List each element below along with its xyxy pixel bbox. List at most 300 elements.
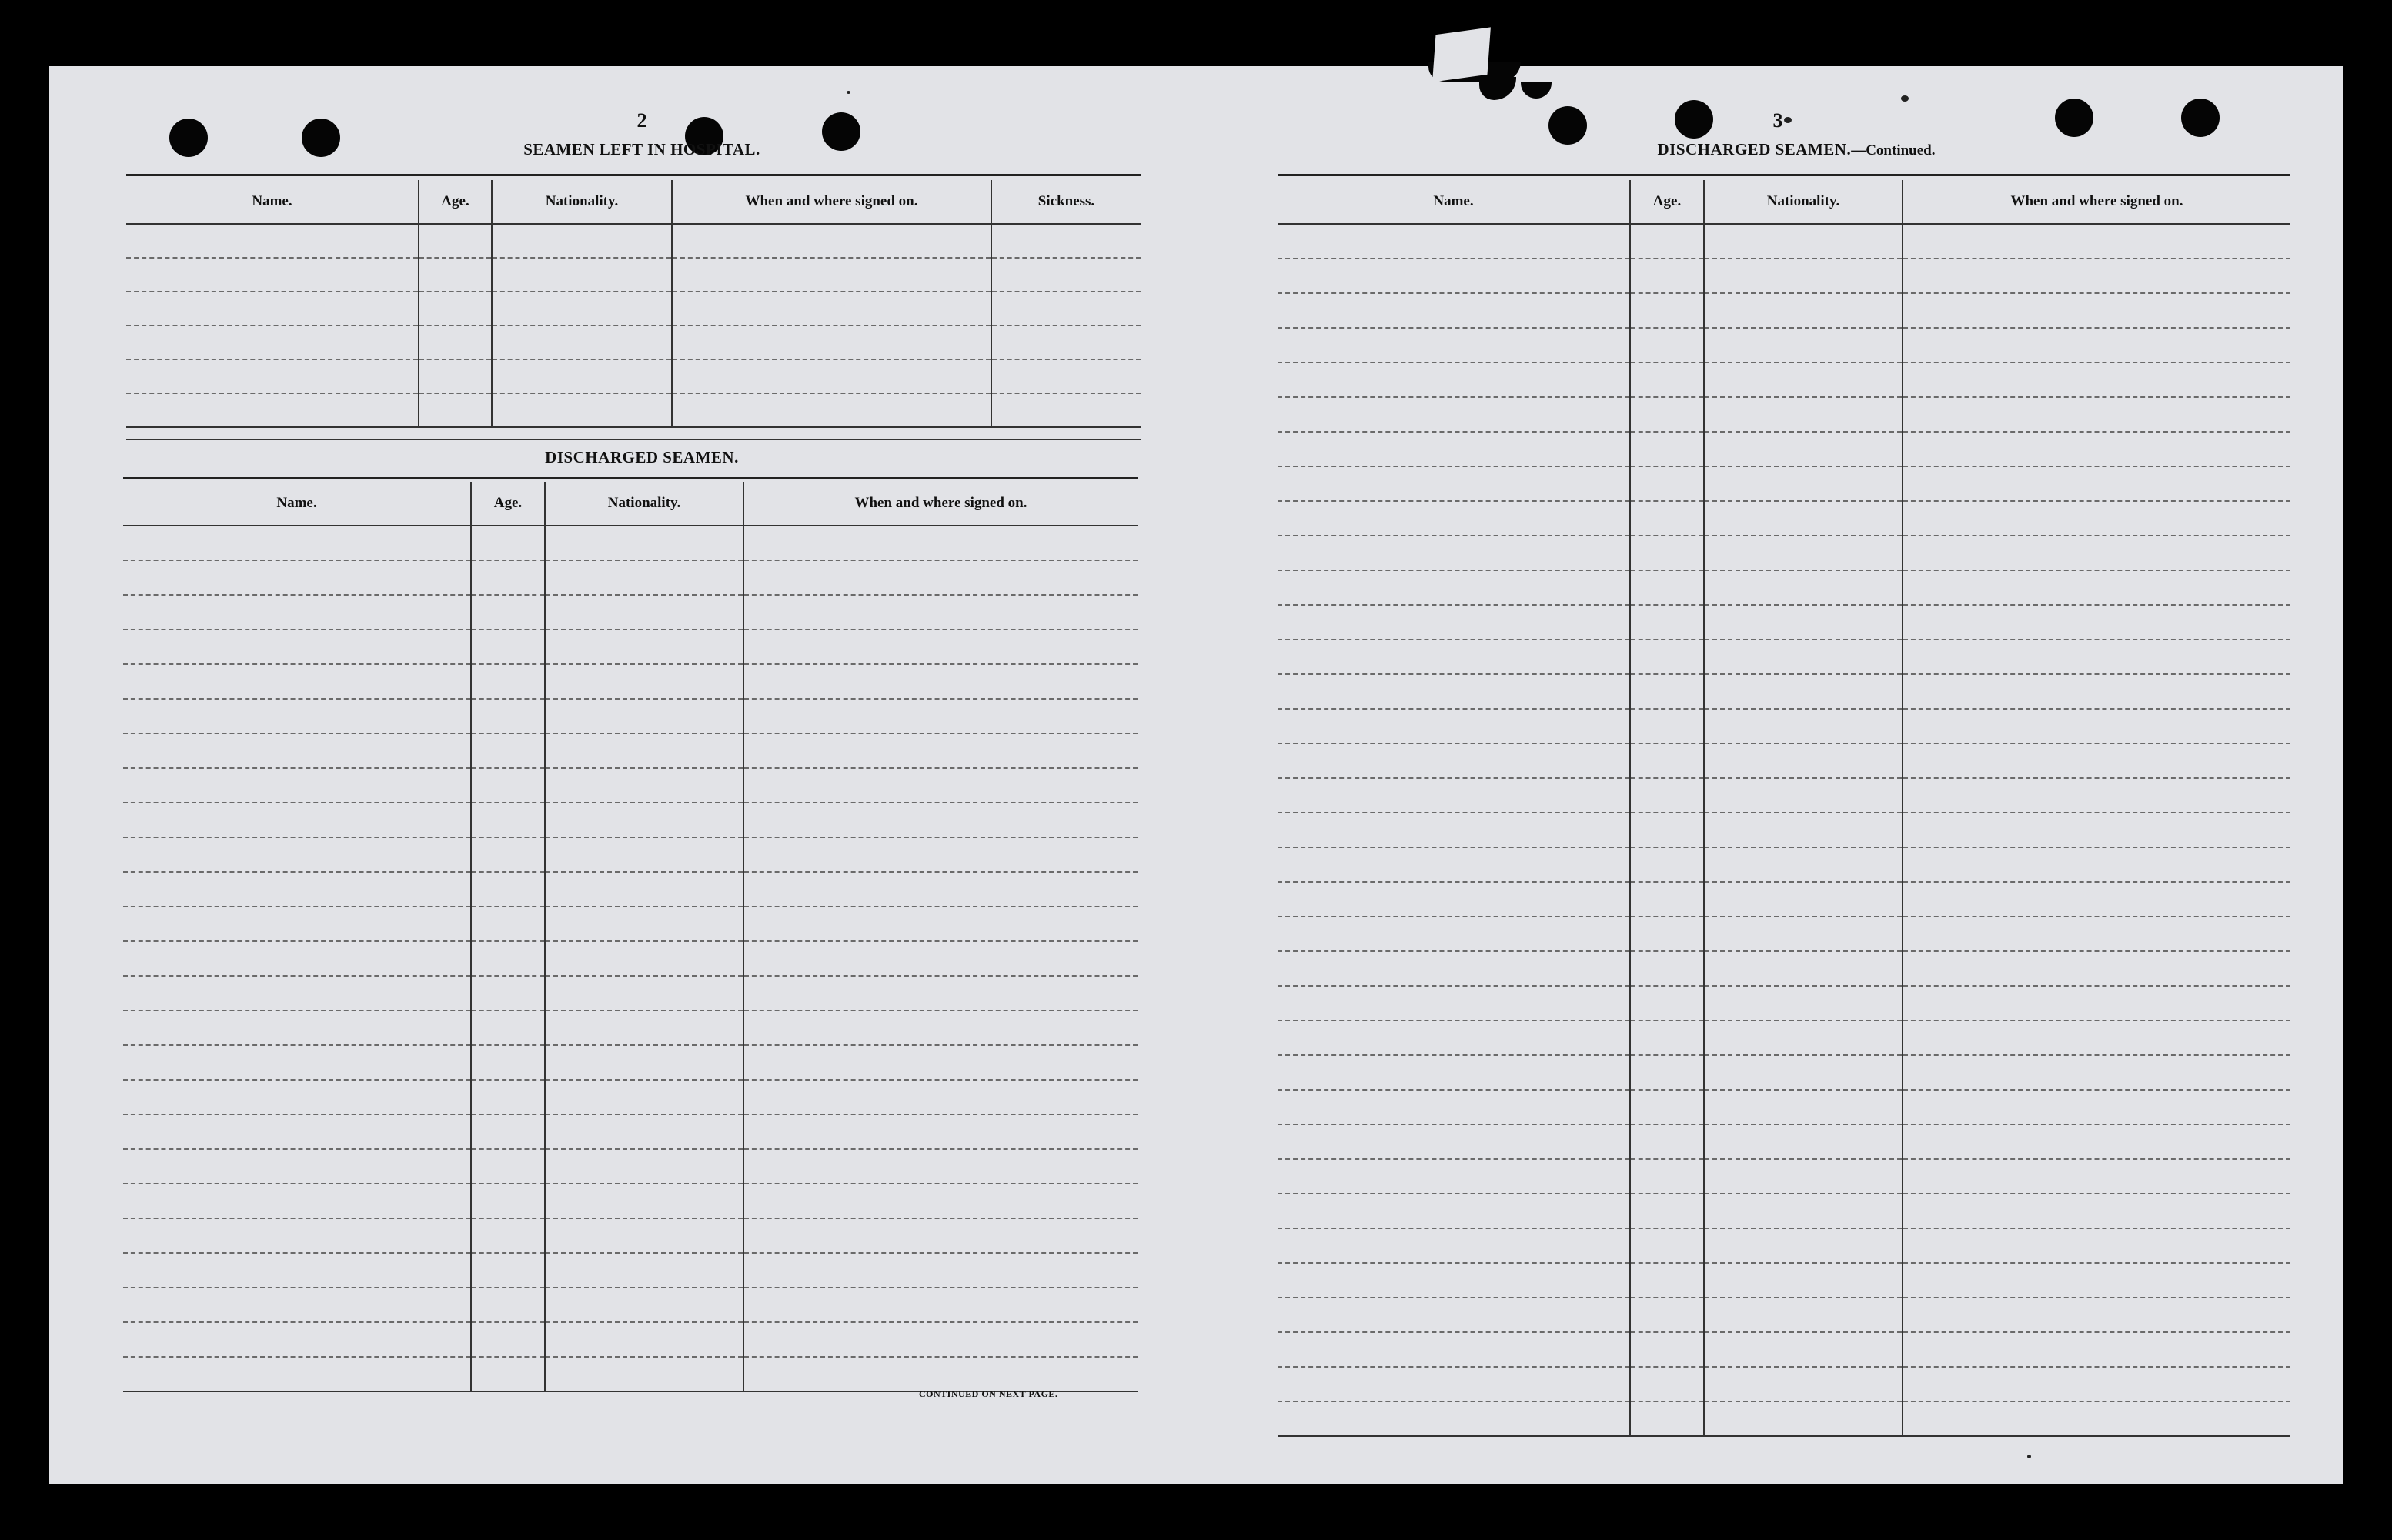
table-cell[interactable] (1704, 1090, 1903, 1124)
table-cell[interactable] (545, 1149, 743, 1184)
table-cell[interactable] (1278, 1401, 1630, 1436)
table-cell[interactable] (545, 526, 743, 560)
table-cell[interactable] (123, 1045, 471, 1080)
table-cell[interactable] (743, 1218, 1138, 1253)
table-cell[interactable] (1630, 224, 1704, 259)
table-cell[interactable] (1903, 951, 2290, 986)
table-cell[interactable] (1630, 917, 1704, 951)
table-cell[interactable] (1903, 1194, 2290, 1228)
table-cell[interactable] (743, 1357, 1138, 1391)
column-header-age: Age. (419, 180, 492, 224)
table-row (123, 1357, 1138, 1391)
table-cell[interactable] (1704, 259, 1903, 293)
table-cell[interactable] (1903, 224, 2290, 259)
table-cell[interactable] (123, 630, 471, 664)
table-cell[interactable] (471, 699, 545, 733)
table-cell[interactable] (1704, 570, 1903, 605)
table-cell[interactable] (1903, 917, 2290, 951)
table-cell[interactable] (1630, 1021, 1704, 1055)
table-cell[interactable] (1903, 1332, 2290, 1367)
table-cell[interactable] (1630, 259, 1704, 293)
table-cell[interactable] (1278, 743, 1630, 778)
table-cell[interactable] (743, 1184, 1138, 1218)
table-cell[interactable] (1903, 432, 2290, 466)
table-cell[interactable] (1704, 501, 1903, 536)
table-cell[interactable] (1903, 605, 2290, 640)
table-row (123, 941, 1138, 976)
table-cell[interactable] (545, 976, 743, 1011)
table-cell[interactable] (545, 1253, 743, 1288)
table-cell[interactable] (1903, 847, 2290, 882)
table-cell[interactable] (471, 1080, 545, 1114)
table-cell[interactable] (1630, 362, 1704, 397)
table-cell[interactable] (1630, 743, 1704, 778)
table-cell[interactable] (743, 664, 1138, 699)
table-row (1278, 1090, 2290, 1124)
table-cell[interactable] (1903, 1055, 2290, 1090)
table-cell[interactable] (1278, 259, 1630, 293)
table-cell[interactable] (1630, 1159, 1704, 1194)
table-cell[interactable] (1704, 1194, 1903, 1228)
table-cell[interactable] (1278, 328, 1630, 362)
table-cell[interactable] (743, 595, 1138, 630)
table-cell[interactable] (743, 733, 1138, 768)
table-cell[interactable] (1903, 501, 2290, 536)
table-cell[interactable] (471, 1114, 545, 1149)
table-cell[interactable] (1903, 1401, 2290, 1436)
table-cell[interactable] (123, 699, 471, 733)
table-cell[interactable] (545, 733, 743, 768)
table-cell[interactable] (471, 595, 545, 630)
table-cell[interactable] (1704, 743, 1903, 778)
table-cell[interactable] (419, 359, 492, 393)
table-cell[interactable] (1704, 778, 1903, 813)
punch-hole (302, 119, 340, 157)
hospital-table (126, 180, 1141, 428)
table-cell[interactable] (1704, 986, 1903, 1021)
table-cell[interactable] (1903, 1298, 2290, 1332)
table-cell[interactable] (1704, 1124, 1903, 1159)
table-cell[interactable] (123, 1184, 471, 1218)
table-cell[interactable] (743, 941, 1138, 976)
table-row (126, 224, 1141, 258)
table-cell[interactable] (672, 359, 991, 393)
table-cell[interactable] (1903, 362, 2290, 397)
table-cell[interactable] (1903, 778, 2290, 813)
table-cell[interactable] (545, 1288, 743, 1322)
table-row (123, 1149, 1138, 1184)
table-cell[interactable] (991, 359, 1141, 393)
table-cell[interactable] (743, 1080, 1138, 1114)
table-cell[interactable] (1903, 1124, 2290, 1159)
column-header-signed-on: When and where signed on. (672, 180, 991, 224)
table-cell[interactable] (1903, 570, 2290, 605)
table-cell[interactable] (1903, 397, 2290, 432)
table-cell[interactable] (1903, 259, 2290, 293)
table-cell[interactable] (672, 326, 991, 359)
table-cell[interactable] (1278, 674, 1630, 709)
table-cell[interactable] (419, 326, 492, 359)
table-cell[interactable] (471, 768, 545, 803)
top-rule-left (126, 174, 1141, 176)
table-cell[interactable] (1704, 1159, 1903, 1194)
table-cell[interactable] (743, 1114, 1138, 1149)
table-cell[interactable] (471, 630, 545, 664)
table-cell[interactable] (123, 733, 471, 768)
table-row (1278, 1194, 2290, 1228)
table-cell[interactable] (1903, 1263, 2290, 1298)
table-cell[interactable] (1704, 397, 1903, 432)
table-cell[interactable] (1278, 1090, 1630, 1124)
table-cell[interactable] (1903, 1367, 2290, 1401)
table-cell[interactable] (743, 1045, 1138, 1080)
table-cell[interactable] (1278, 1263, 1630, 1298)
table-cell[interactable] (545, 907, 743, 941)
table-cell[interactable] (1704, 917, 1903, 951)
table-row (1278, 466, 2290, 501)
discharged-table-left (123, 482, 1138, 1392)
table-cell[interactable] (419, 258, 492, 292)
table-cell[interactable] (1278, 951, 1630, 986)
table-cell[interactable] (1903, 1021, 2290, 1055)
table-cell[interactable] (743, 872, 1138, 907)
table-cell[interactable] (1278, 293, 1630, 328)
table-cell[interactable] (492, 224, 672, 258)
table-cell[interactable] (471, 837, 545, 872)
table-cell[interactable] (1704, 362, 1903, 397)
table-cell[interactable] (1630, 847, 1704, 882)
table-cell[interactable] (1630, 1090, 1704, 1124)
table-cell[interactable] (123, 595, 471, 630)
table-cell[interactable] (991, 326, 1141, 359)
table-cell[interactable] (1704, 1228, 1903, 1263)
table-cell[interactable] (1704, 1367, 1903, 1401)
table-cell[interactable] (1704, 293, 1903, 328)
table-cell[interactable] (1278, 640, 1630, 674)
table-cell[interactable] (126, 258, 419, 292)
table-cell[interactable] (1704, 1263, 1903, 1298)
table-cell[interactable] (492, 359, 672, 393)
table-row (1278, 570, 2290, 605)
table-cell[interactable] (1630, 1263, 1704, 1298)
table-cell[interactable] (991, 393, 1141, 427)
table-cell[interactable] (1278, 1228, 1630, 1263)
table-cell[interactable] (743, 699, 1138, 733)
table-cell[interactable] (545, 1045, 743, 1080)
table-cell[interactable] (1630, 432, 1704, 466)
table-cell[interactable] (1278, 466, 1630, 501)
table-cell[interactable] (123, 976, 471, 1011)
table-cell[interactable] (743, 1149, 1138, 1184)
table-cell[interactable] (1903, 1090, 2290, 1124)
table-cell[interactable] (123, 560, 471, 595)
table-cell[interactable] (471, 1253, 545, 1288)
table-row (126, 292, 1141, 326)
table-row (126, 393, 1141, 427)
table-cell[interactable] (1704, 536, 1903, 570)
table-cell[interactable] (1278, 1332, 1630, 1367)
table-cell[interactable] (743, 526, 1138, 560)
table-cell[interactable] (471, 907, 545, 941)
table-cell[interactable] (126, 292, 419, 326)
table-row (123, 1322, 1138, 1357)
table-cell[interactable] (1278, 882, 1630, 917)
table-cell[interactable] (123, 1114, 471, 1149)
table-cell[interactable] (991, 224, 1141, 258)
table-cell[interactable] (743, 907, 1138, 941)
table-cell[interactable] (1704, 674, 1903, 709)
table-cell[interactable] (471, 560, 545, 595)
table-cell[interactable] (545, 1114, 743, 1149)
table-cell[interactable] (1630, 570, 1704, 605)
table-cell[interactable] (1278, 397, 1630, 432)
table-cell[interactable] (471, 1045, 545, 1080)
table-cell[interactable] (1630, 882, 1704, 917)
table-cell[interactable] (1278, 1194, 1630, 1228)
table-cell[interactable] (1903, 986, 2290, 1021)
table-cell[interactable] (545, 1357, 743, 1391)
table-cell[interactable] (1278, 709, 1630, 743)
table-cell[interactable] (123, 1357, 471, 1391)
table-row (1278, 1298, 2290, 1332)
table-cell[interactable] (419, 292, 492, 326)
table-row (1278, 1401, 2290, 1436)
table-cell[interactable] (1704, 1021, 1903, 1055)
table-cell[interactable] (545, 699, 743, 733)
table-cell[interactable] (545, 1184, 743, 1218)
table-cell[interactable] (1704, 951, 1903, 986)
table-cell[interactable] (471, 1288, 545, 1322)
table-cell[interactable] (1704, 328, 1903, 362)
table-cell[interactable] (991, 258, 1141, 292)
table-cell[interactable] (1278, 813, 1630, 847)
table-cell[interactable] (1278, 501, 1630, 536)
hospital-table-header (126, 180, 1141, 224)
table-cell[interactable] (1704, 432, 1903, 466)
table-cell[interactable] (1278, 917, 1630, 951)
table-cell[interactable] (1903, 743, 2290, 778)
table-cell[interactable] (1630, 501, 1704, 536)
table-cell[interactable] (123, 803, 471, 837)
table-cell[interactable] (1278, 432, 1630, 466)
table-cell[interactable] (1278, 847, 1630, 882)
table-cell[interactable] (1630, 1401, 1704, 1436)
table-cell[interactable] (545, 1322, 743, 1357)
table-cell[interactable] (1630, 813, 1704, 847)
table-cell[interactable] (123, 837, 471, 872)
table-cell[interactable] (1704, 847, 1903, 882)
table-cell[interactable] (1903, 466, 2290, 501)
table-cell[interactable] (1630, 605, 1704, 640)
table-cell[interactable] (1278, 986, 1630, 1021)
table-cell[interactable] (123, 768, 471, 803)
table-cell[interactable] (1903, 536, 2290, 570)
table-cell[interactable] (743, 837, 1138, 872)
table-cell[interactable] (1630, 1124, 1704, 1159)
table-cell[interactable] (1278, 1367, 1630, 1401)
table-cell[interactable] (123, 664, 471, 699)
table-cell[interactable] (1630, 536, 1704, 570)
table-cell[interactable] (123, 1322, 471, 1357)
table-cell[interactable] (1278, 570, 1630, 605)
table-cell[interactable] (1704, 1055, 1903, 1090)
page-number-right: 3 (1772, 109, 1783, 132)
table-cell[interactable] (471, 1357, 545, 1391)
table-cell[interactable] (1630, 986, 1704, 1021)
table-cell[interactable] (123, 1253, 471, 1288)
table-cell[interactable] (1278, 1055, 1630, 1090)
table-cell[interactable] (1630, 397, 1704, 432)
table-cell[interactable] (1704, 813, 1903, 847)
table-cell[interactable] (545, 630, 743, 664)
table-cell[interactable] (126, 359, 419, 393)
table-cell[interactable] (1630, 1228, 1704, 1263)
table-cell[interactable] (123, 941, 471, 976)
table-cell[interactable] (1704, 882, 1903, 917)
table-cell[interactable] (1278, 1124, 1630, 1159)
table-cell[interactable] (672, 292, 991, 326)
table-cell[interactable] (419, 224, 492, 258)
table-cell[interactable] (1278, 605, 1630, 640)
table-cell[interactable] (743, 1288, 1138, 1322)
table-cell[interactable] (1903, 882, 2290, 917)
table-cell[interactable] (1903, 709, 2290, 743)
table-cell[interactable] (1278, 536, 1630, 570)
table-cell[interactable] (1704, 709, 1903, 743)
table-cell[interactable] (672, 258, 991, 292)
table-cell[interactable] (545, 768, 743, 803)
table-cell[interactable] (1903, 640, 2290, 674)
table-cell[interactable] (123, 1149, 471, 1184)
table-cell[interactable] (492, 292, 672, 326)
table-cell[interactable] (545, 1080, 743, 1114)
table-cell[interactable] (471, 664, 545, 699)
table-cell[interactable] (672, 224, 991, 258)
table-cell[interactable] (126, 326, 419, 359)
table-cell[interactable] (1278, 224, 1630, 259)
table-cell[interactable] (1903, 293, 2290, 328)
table-cell[interactable] (545, 941, 743, 976)
table-cell[interactable] (743, 1253, 1138, 1288)
table-cell[interactable] (1704, 224, 1903, 259)
column-header-signed-on: When and where signed on. (1903, 180, 2290, 224)
table-cell[interactable] (471, 941, 545, 976)
table-cell[interactable] (123, 1080, 471, 1114)
table-cell[interactable] (545, 837, 743, 872)
table-row (123, 1288, 1138, 1322)
table-cell[interactable] (1630, 951, 1704, 986)
table-cell[interactable] (743, 803, 1138, 837)
table-cell[interactable] (545, 872, 743, 907)
table-cell[interactable] (1630, 640, 1704, 674)
table-cell[interactable] (545, 1218, 743, 1253)
punch-hole (169, 119, 208, 157)
table-cell[interactable] (1630, 1055, 1704, 1090)
table-cell[interactable] (471, 1322, 545, 1357)
table-cell[interactable] (545, 664, 743, 699)
table-cell[interactable] (1630, 1332, 1704, 1367)
table-cell[interactable] (545, 560, 743, 595)
table-cell[interactable] (123, 1218, 471, 1253)
table-cell[interactable] (1630, 709, 1704, 743)
table-row (123, 699, 1138, 733)
ink-speck (847, 91, 850, 94)
table-cell[interactable] (743, 976, 1138, 1011)
table-cell[interactable] (123, 526, 471, 560)
table-cell[interactable] (743, 630, 1138, 664)
table-cell[interactable] (1704, 1332, 1903, 1367)
table-cell[interactable] (1278, 1298, 1630, 1332)
table-cell[interactable] (545, 1011, 743, 1045)
table-cell[interactable] (1704, 640, 1903, 674)
table-cell[interactable] (743, 768, 1138, 803)
table-cell[interactable] (1903, 1228, 2290, 1263)
table-row (1278, 605, 2290, 640)
table-cell[interactable] (1630, 293, 1704, 328)
table-cell[interactable] (1278, 362, 1630, 397)
table-cell[interactable] (471, 872, 545, 907)
table-cell[interactable] (123, 1011, 471, 1045)
table-cell[interactable] (1630, 328, 1704, 362)
table-cell[interactable] (471, 1184, 545, 1218)
table-cell[interactable] (545, 595, 743, 630)
table-cell[interactable] (1704, 1401, 1903, 1436)
table-cell[interactable] (1630, 1367, 1704, 1401)
table-cell[interactable] (492, 393, 672, 427)
table-cell[interactable] (471, 526, 545, 560)
table-cell[interactable] (471, 1218, 545, 1253)
table-cell[interactable] (672, 393, 991, 427)
table-cell[interactable] (545, 803, 743, 837)
table-cell[interactable] (1704, 605, 1903, 640)
table-row (1278, 1263, 2290, 1298)
table-cell[interactable] (471, 1149, 545, 1184)
table-cell[interactable] (743, 560, 1138, 595)
table-cell[interactable] (991, 292, 1141, 326)
table-cell[interactable] (471, 733, 545, 768)
hospital-section-title: SEAMEN LEFT IN HOSPITAL. (523, 140, 760, 159)
table-cell[interactable] (492, 258, 672, 292)
table-cell[interactable] (1630, 1298, 1704, 1332)
table-cell[interactable] (1903, 1159, 2290, 1194)
table-cell[interactable] (492, 326, 672, 359)
table-cell[interactable] (1278, 1021, 1630, 1055)
table-cell[interactable] (1278, 778, 1630, 813)
table-cell[interactable] (123, 872, 471, 907)
table-cell[interactable] (1903, 328, 2290, 362)
table-cell[interactable] (126, 393, 419, 427)
table-cell[interactable] (419, 393, 492, 427)
table-cell[interactable] (1630, 674, 1704, 709)
table-cell[interactable] (126, 224, 419, 258)
table-cell[interactable] (471, 803, 545, 837)
table-cell[interactable] (743, 1011, 1138, 1045)
table-cell[interactable] (1630, 466, 1704, 501)
table-cell[interactable] (1903, 813, 2290, 847)
table-cell[interactable] (743, 1322, 1138, 1357)
table-cell[interactable] (1704, 466, 1903, 501)
table-cell[interactable] (1704, 1298, 1903, 1332)
table-cell[interactable] (471, 1011, 545, 1045)
table-cell[interactable] (471, 976, 545, 1011)
table-cell[interactable] (1630, 778, 1704, 813)
table-cell[interactable] (123, 907, 471, 941)
torn-edge (1521, 82, 1552, 99)
table-cell[interactable] (1278, 1159, 1630, 1194)
table-cell[interactable] (1630, 1194, 1704, 1228)
table-cell[interactable] (1903, 674, 2290, 709)
table-cell[interactable] (123, 1288, 471, 1322)
